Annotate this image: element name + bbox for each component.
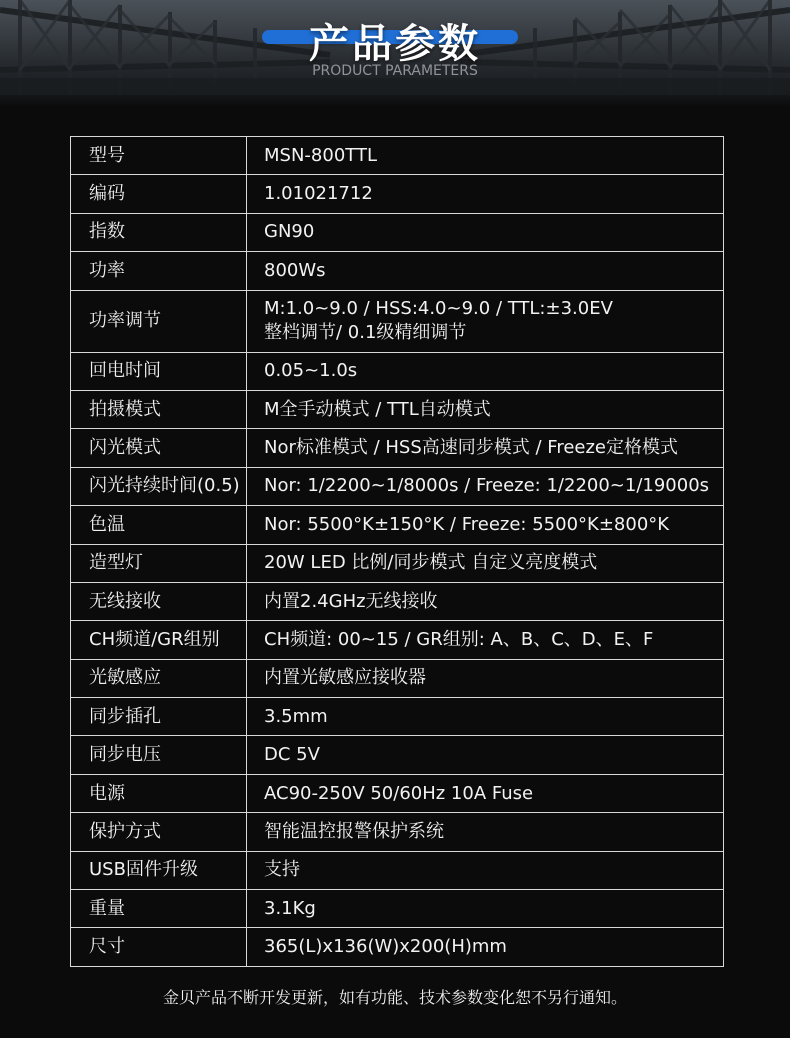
spec-label: 色温	[71, 506, 247, 544]
table-row	[71, 290, 724, 352]
spec-label: 光敏感应	[71, 659, 247, 697]
table-row	[71, 429, 724, 467]
spec-value	[247, 467, 724, 505]
spec-value	[247, 582, 724, 620]
spec-value-line: M:1.0~9.0 / HSS:4.0~9.0 / TTL:±3.0EV	[264, 298, 613, 320]
spec-value-line: Nor: 5500°K±150°K / Freeze: 5500°K±800°K	[264, 513, 670, 535]
spec-value-line: M全手动模式 / TTL自动模式	[264, 398, 491, 420]
spec-label: USB固件升级	[71, 851, 247, 889]
spec-label: 同步插孔	[71, 698, 247, 736]
table-row	[71, 175, 724, 213]
spec-value	[247, 928, 724, 966]
spec-value	[247, 390, 724, 428]
spec-value	[247, 621, 724, 659]
spec-value	[247, 698, 724, 736]
spec-value-line: 智能温控报警保护系统	[264, 820, 444, 842]
spec-label: 功率调节	[71, 290, 247, 352]
spec-label: 同步电压	[71, 736, 247, 774]
spec-label: 重量	[71, 890, 247, 928]
spec-value-line: Nor: 1/2200~1/8000s / Freeze: 1/2200~1/19000s	[264, 475, 710, 497]
spec-label: 保护方式	[71, 813, 247, 851]
spec-value-line: 800Ws	[264, 259, 326, 281]
spec-label: CH频道/GR组别	[71, 621, 247, 659]
table-row	[71, 137, 724, 175]
page-subtitle: PRODUCT PARAMETERS	[312, 63, 478, 79]
spec-value	[247, 175, 724, 213]
spec-label: 闪光模式	[71, 429, 247, 467]
spec-value-line: MSN-800TTL	[264, 144, 377, 166]
spec-value	[247, 736, 724, 774]
spec-label: 功率	[71, 252, 247, 290]
spec-value	[247, 137, 724, 175]
spec-value-line: 3.1Kg	[264, 897, 316, 919]
spec-label: 指数	[71, 213, 247, 251]
spec-label: 造型灯	[71, 544, 247, 582]
spec-label: 闪光持续时间(0.5)	[71, 467, 247, 505]
spec-value-line: AC90-250V 50/60Hz 10A Fuse	[264, 782, 534, 804]
table-row	[71, 736, 724, 774]
spec-value	[247, 774, 724, 812]
spec-value-line: 20W LED 比例/同步模式 自定义亮度模式	[264, 552, 598, 574]
spec-value-line: 3.5mm	[264, 705, 328, 727]
banner-divider	[0, 95, 790, 107]
spec-label: 无线接收	[71, 582, 247, 620]
spec-label: 编码	[71, 175, 247, 213]
spec-label: 电源	[71, 774, 247, 812]
page-title: 产品参数	[309, 21, 481, 67]
spec-value	[247, 544, 724, 582]
table-row	[71, 698, 724, 736]
spec-value	[247, 506, 724, 544]
spec-value-line: 内置2.4GHz无线接收	[264, 590, 438, 612]
spec-value	[247, 290, 724, 352]
spec-value	[247, 213, 724, 251]
spec-value-line: 整档调节/ 0.1级精细调节	[264, 322, 467, 344]
spec-value-line: DC 5V	[264, 744, 320, 766]
table-row	[71, 467, 724, 505]
spec-label: 尺寸	[71, 928, 247, 966]
table-row	[71, 506, 724, 544]
spec-value	[247, 429, 724, 467]
table-row	[71, 813, 724, 851]
spec-value	[247, 813, 724, 851]
table-row	[71, 352, 724, 390]
table-row	[71, 544, 724, 582]
spec-value-line: CH频道: 00~15 / GR组别: A、B、C、D、E、F	[264, 628, 654, 650]
table-row	[71, 252, 724, 290]
spec-value-line: GN90	[264, 221, 315, 243]
table-row	[71, 390, 724, 428]
spec-table	[70, 136, 724, 967]
spec-value-line: 365(L)x136(W)x200(H)mm	[264, 936, 507, 958]
table-row	[71, 213, 724, 251]
table-row	[71, 582, 724, 620]
table-row	[71, 928, 724, 966]
spec-value-line: 1.01021712	[264, 183, 373, 205]
spec-label: 型号	[71, 137, 247, 175]
spec-value	[247, 252, 724, 290]
spec-value	[247, 352, 724, 390]
spec-label: 拍摄模式	[71, 390, 247, 428]
header-banner	[0, 0, 790, 95]
spec-table-body	[71, 137, 724, 967]
spec-label: 回电时间	[71, 352, 247, 390]
table-row	[71, 659, 724, 697]
spec-value-line: Nor标准模式 / HSS高速同步模式 / Freeze定格模式	[264, 437, 678, 459]
spec-value	[247, 659, 724, 697]
table-row	[71, 851, 724, 889]
footnote: 金贝产品不断开发更新，如有功能、技术参数变化恕不另行通知。	[162, 988, 627, 1007]
spec-value-line: 内置光敏感应接收器	[264, 667, 426, 689]
spec-value-line: 支持	[264, 859, 300, 881]
spec-value	[247, 890, 724, 928]
spec-value-line: 0.05~1.0s	[264, 360, 358, 382]
table-row	[71, 890, 724, 928]
table-row	[71, 774, 724, 812]
table-row	[71, 621, 724, 659]
spec-value	[247, 851, 724, 889]
